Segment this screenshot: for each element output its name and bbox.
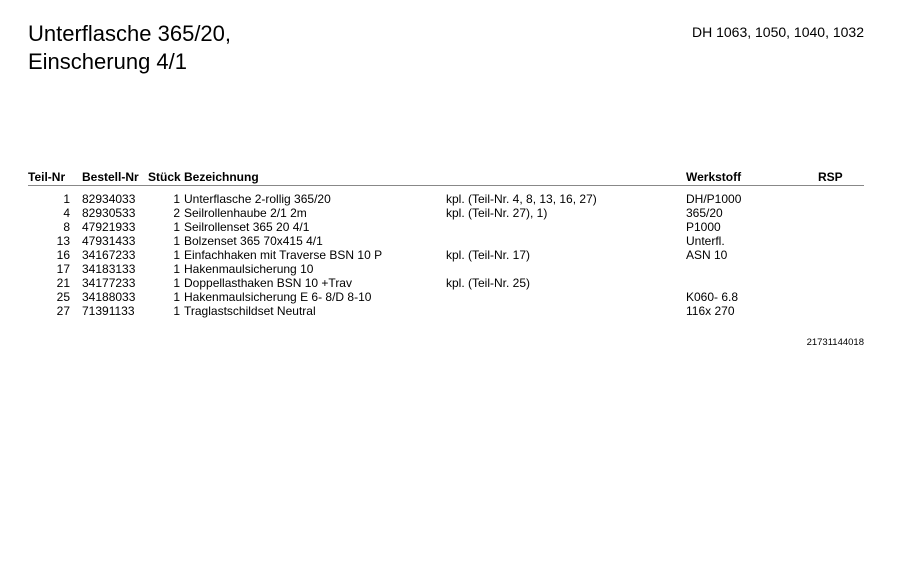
cell-werkstoff <box>686 262 818 276</box>
cell-stueck: 2 <box>173 206 180 220</box>
cell-kpl <box>446 234 686 248</box>
cell-bezeichnung: Unterflasche 2-rollig 365/20 <box>184 192 331 206</box>
cell-bestell-nr: 34183133 <box>82 262 136 276</box>
cell-teil-nr: 17 <box>56 262 70 276</box>
cell-rsp <box>818 290 864 304</box>
cell-teil-nr: 8 <box>63 220 70 234</box>
cell-werkstoff: K060- 6.8 <box>686 290 739 304</box>
cell-stueck: 1 <box>173 220 180 234</box>
header-bezeichnung: Bezeichnung <box>184 170 446 186</box>
cell-bezeichnung: Doppellasthaken BSN 10 +Trav <box>184 276 352 290</box>
cell-rsp <box>818 276 864 290</box>
cell-rsp <box>818 192 864 206</box>
cell-stueck: 1 <box>173 234 180 248</box>
page-title <box>28 20 231 76</box>
cell-bezeichnung: Bolzenset 365 70x415 4/1 <box>184 234 323 248</box>
cell-bezeichnung: Hakenmaulsicherung 10 <box>184 262 314 276</box>
cell-rsp <box>818 304 864 318</box>
parts-table <box>28 170 864 318</box>
table-row <box>28 248 864 262</box>
title-line-1: Unterflasche 365/20, <box>28 21 232 46</box>
cell-teil-nr: 4 <box>63 206 70 220</box>
cell-bestell-nr: 47931433 <box>82 234 136 248</box>
cell-stueck: 1 <box>173 248 180 262</box>
cell-werkstoff: P1000 <box>686 220 721 234</box>
header-stueck: Stück <box>148 170 184 186</box>
cell-werkstoff: Unterfl. <box>686 234 725 248</box>
table-row <box>28 220 864 234</box>
table-row <box>28 192 864 206</box>
title-line-2: Einscherung 4/1 <box>28 49 187 74</box>
cell-werkstoff: DH/P1000 <box>686 192 742 206</box>
table-row <box>28 276 864 290</box>
cell-stueck: 1 <box>173 276 180 290</box>
cell-bestell-nr: 82930533 <box>82 206 136 220</box>
cell-teil-nr: 21 <box>56 276 70 290</box>
cell-rsp <box>818 220 864 234</box>
cell-teil-nr: 1 <box>63 192 70 206</box>
cell-bezeichnung: Hakenmaulsicherung E 6- 8/D 8-10 <box>184 290 372 304</box>
table-row <box>28 304 864 318</box>
parts-table-header <box>28 170 864 186</box>
table-row <box>28 234 864 248</box>
parts-table-body <box>28 186 864 319</box>
header-rsp: RSP <box>818 170 864 186</box>
cell-stueck: 1 <box>173 192 180 206</box>
header-werkstoff: Werkstoff <box>686 170 818 186</box>
cell-rsp <box>818 248 864 262</box>
table-row <box>28 290 864 304</box>
cell-bezeichnung: Seilrollenhaube 2/1 2m <box>184 206 307 220</box>
cell-stueck: 1 <box>173 290 180 304</box>
cell-bestell-nr: 34177233 <box>82 276 136 290</box>
cell-bestell-nr: 47921933 <box>82 220 136 234</box>
header-bestell-nr: Bestell-Nr <box>82 170 148 186</box>
cell-kpl <box>446 220 686 234</box>
cell-bestell-nr: 71391133 <box>82 304 135 318</box>
cell-kpl <box>446 262 686 276</box>
cell-kpl: kpl. (Teil-Nr. 27), 1) <box>446 206 548 220</box>
cell-kpl <box>446 290 686 304</box>
cell-teil-nr: 27 <box>56 304 70 318</box>
cell-werkstoff <box>686 276 818 290</box>
cell-kpl: kpl. (Teil-Nr. 25) <box>446 276 531 290</box>
cell-teil-nr: 13 <box>56 234 70 248</box>
cell-rsp <box>818 206 864 220</box>
table-row <box>28 262 864 276</box>
cell-kpl <box>446 304 686 318</box>
cell-stueck: 1 <box>173 262 180 276</box>
cell-rsp <box>818 234 864 248</box>
header-kpl <box>446 170 686 186</box>
cell-werkstoff: ASN 10 <box>686 248 728 262</box>
cell-werkstoff: 365/20 <box>686 206 723 220</box>
cell-stueck: 1 <box>173 304 180 318</box>
table-row <box>28 206 864 220</box>
cell-rsp <box>818 262 864 276</box>
cell-bestell-nr: 34188033 <box>82 290 136 304</box>
cell-kpl: kpl. (Teil-Nr. 17) <box>446 248 531 262</box>
cell-teil-nr: 25 <box>56 290 70 304</box>
cell-bezeichnung: Seilrollenset 365 20 4/1 <box>184 220 310 234</box>
document-number: 21731144018 <box>806 337 864 348</box>
model-list: DH 1063, 1050, 1040, 1032 <box>691 24 864 40</box>
cell-bezeichnung: Einfachhaken mit Traverse BSN 10 P <box>184 248 383 262</box>
cell-werkstoff: 116x 270 <box>686 304 735 318</box>
cell-bestell-nr: 82934033 <box>82 192 136 206</box>
header-row <box>28 170 864 186</box>
cell-teil-nr: 16 <box>56 248 70 262</box>
cell-kpl: kpl. (Teil-Nr. 4, 8, 13, 16, 27) <box>446 192 597 206</box>
header-teil-nr: Teil-Nr <box>28 170 82 186</box>
cell-bestell-nr: 34167233 <box>82 248 136 262</box>
cell-bezeichnung: Traglastschildset Neutral <box>184 304 316 318</box>
